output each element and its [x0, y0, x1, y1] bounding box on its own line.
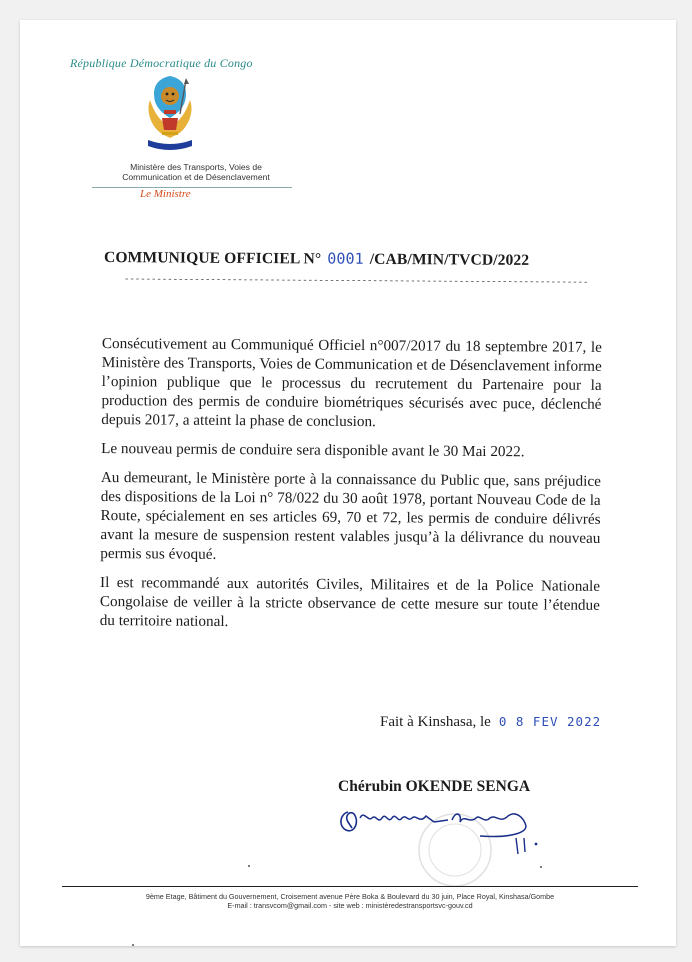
date-stamp: 0 8 FEV 2022: [498, 714, 602, 729]
footer-divider: [62, 886, 638, 887]
scan-speck: [540, 866, 542, 868]
document-page: [20, 20, 676, 946]
handwritten-signature: [330, 792, 560, 862]
signer-name: Chérubin OKENDE SENGA: [338, 778, 531, 795]
title-prefix: COMMUNIQUE OFFICIEL N°: [103, 249, 322, 268]
place-and-date: [380, 714, 640, 731]
paragraph-4: Il est recommandé aux autorités Civiles, Militaires et de la Police Nationale Congolaise de veiller à la stricte observance de cette mesure sur toute l’étendue du territoire national.: [99, 573, 601, 631]
place-label: Fait à Kinshasa, le: [380, 714, 491, 730]
coat-of-arms-emblem: [140, 74, 200, 158]
paragraph-1: Consécutivement au Communiqué Officiel n°007/2017 du 18 septembre 2017, le Ministère des Transports, Voies de Communication et de Désenclavement informe l’opinion publique que le processus du recrutement du Partenaire pour la production des permis de conduire biométriques sécurisés avec puce, déclenché depuis 2017, a atteint la phase de conclusion.: [101, 334, 602, 431]
republic-heading: République Démocratique du Congo: [70, 56, 253, 70]
scan-speck: [248, 865, 250, 867]
ministry-name: [76, 162, 316, 182]
footer-address: 9ème Etage, Bâtiment du Gouvernement, Croisement avenue Père Boka & Boulevard du 30 juin, Place Royal, Kinshasa/Gombe: [145, 892, 555, 901]
paragraph-2: Le nouveau permis de conduire sera disponible avant le 30 Mai 2022.: [101, 439, 525, 461]
communique-body: [100, 334, 602, 644]
ministry-line-1: Ministère des Transports, Voies de: [130, 162, 262, 172]
office-label: Le Ministre: [140, 188, 191, 200]
ministry-line-2: Communication et de Désenclavement: [122, 172, 270, 182]
footer-contact: E-mail : transvcom@gmail.com - site web : ministèredestransportsvc-gouv.cd: [227, 901, 473, 910]
title-separator: --------------------------------------------------------------------------------------: [123, 274, 589, 288]
communique-number: 0001: [327, 249, 364, 268]
footer: [50, 892, 650, 910]
communique-title: [104, 248, 624, 271]
title-suffix: /CAB/MIN/TVCD/2022: [369, 250, 530, 269]
paragraph-3: Au demeurant, le Ministère porte à la connaissance du Public que, sans préjudice des dispositions de la Loi n° 78/022 du 30 août 1978, portant Nouveau Code de la Route, spécialement en ses articles 69, 70 et 72, les permis de conduire délivrés avant la mesure de suspension restent valables jusqu’à la délivrance du nouveau permis sus évoqué.: [100, 468, 601, 563]
scan-speck: [132, 944, 134, 946]
